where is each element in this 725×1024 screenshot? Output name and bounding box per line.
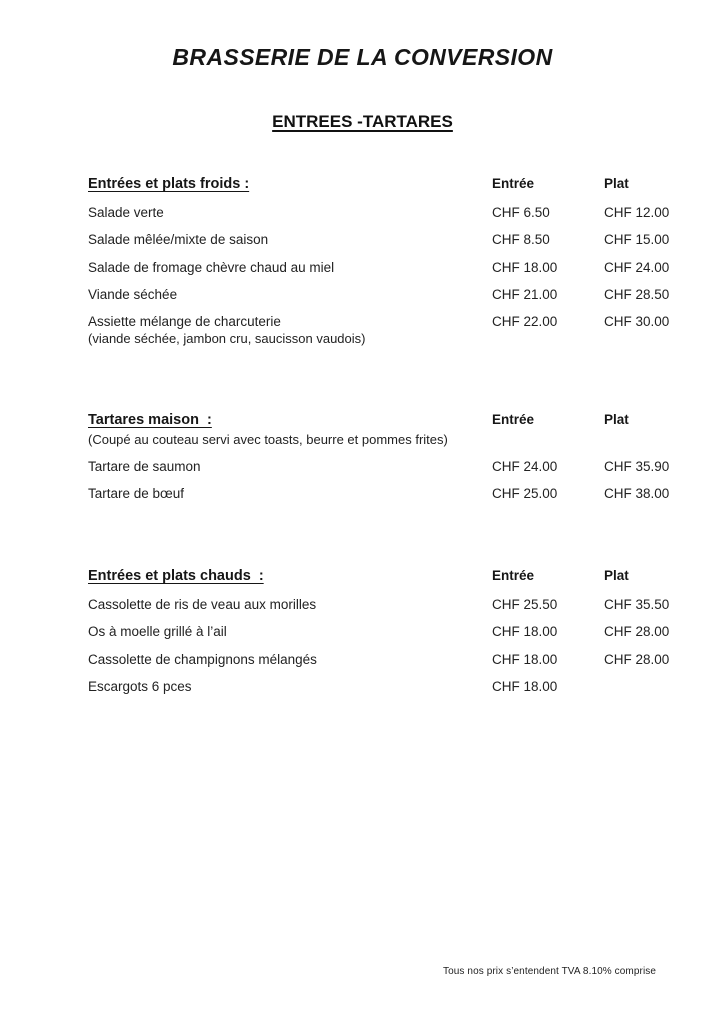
item-detail: (viande séchée, jambon cru, saucisson vaudois) bbox=[88, 331, 366, 347]
item-price-entree: CHF 18.00 bbox=[492, 679, 558, 695]
menu-section bbox=[0, 412, 725, 513]
item-price-entree: CHF 25.00 bbox=[492, 486, 558, 502]
menu-item-row bbox=[88, 204, 700, 231]
column-plat: Plat bbox=[604, 568, 629, 583]
item-price-entree: CHF 18.00 bbox=[492, 651, 558, 667]
column-entree: Entrée bbox=[492, 568, 535, 583]
section-rows bbox=[88, 204, 700, 347]
section-heading: Entrées et plats froids : bbox=[88, 176, 250, 192]
menu-heading bbox=[0, 112, 725, 132]
item-name: Viande séchée bbox=[88, 287, 178, 303]
section-heading: Tartares maison : bbox=[88, 412, 212, 428]
section-rows bbox=[88, 458, 700, 513]
item-price-plat: CHF 28.50 bbox=[604, 287, 670, 303]
restaurant-title: BRASSERIE DE LA CONVERSION bbox=[172, 44, 553, 70]
item-name: Assiette mélange de charcuterie bbox=[88, 314, 281, 330]
section-heading-row bbox=[88, 176, 700, 204]
item-name: Salade mêlée/mixte de saison bbox=[88, 232, 269, 248]
item-name: Cassolette de champignons mélangés bbox=[88, 651, 317, 667]
item-name: Os à moelle grillé à l’ail bbox=[88, 624, 227, 640]
section-note: (Coupé au couteau servi avec toasts, beurre et pommes frites) bbox=[88, 432, 448, 447]
item-price-plat: CHF 15.00 bbox=[604, 232, 670, 248]
menu-section bbox=[0, 568, 725, 705]
tax-notice: Tous nos prix s’entendent TVA 8.10% comprise bbox=[443, 966, 657, 977]
item-name: Salade verte bbox=[88, 205, 164, 220]
column-entree: Entrée bbox=[492, 412, 535, 427]
item-price-plat: CHF 28.00 bbox=[604, 651, 670, 667]
menu-item-row bbox=[88, 286, 700, 313]
item-price-plat: CHF 28.00 bbox=[604, 624, 670, 640]
section-heading: Entrées et plats chauds : bbox=[88, 568, 264, 584]
item-name: Tartare de bœuf bbox=[88, 486, 185, 502]
item-price-plat: CHF 24.00 bbox=[604, 259, 670, 275]
menu-section bbox=[0, 176, 725, 347]
menu-item-row bbox=[88, 485, 700, 512]
menu-item-row bbox=[88, 231, 700, 258]
menu-item-row bbox=[88, 458, 700, 485]
item-price-entree: CHF 21.00 bbox=[492, 287, 558, 303]
item-name: Escargots 6 pces bbox=[88, 679, 192, 695]
menu-item-row bbox=[88, 313, 700, 347]
menu-item-row bbox=[88, 259, 700, 286]
column-plat: Plat bbox=[604, 176, 629, 191]
item-price-entree: CHF 25.50 bbox=[492, 597, 558, 612]
section-heading-row bbox=[88, 412, 700, 431]
column-plat: Plat bbox=[604, 412, 629, 427]
item-price-entree: CHF 8.50 bbox=[492, 232, 550, 248]
item-price-entree: CHF 22.00 bbox=[492, 314, 558, 330]
item-price-plat: CHF 35.90 bbox=[604, 459, 670, 474]
menu-item-row bbox=[88, 651, 700, 678]
menu-heading-text: ENTREES -TARTARES bbox=[272, 112, 453, 131]
menu-item-row bbox=[88, 678, 700, 705]
item-name: Salade de fromage chèvre chaud au miel bbox=[88, 259, 335, 275]
menu-item-row bbox=[88, 596, 700, 623]
item-price-plat: CHF 35.50 bbox=[604, 597, 670, 612]
item-price-entree: CHF 6.50 bbox=[492, 205, 550, 220]
column-entree: Entrée bbox=[492, 176, 535, 191]
menu-item-row bbox=[88, 623, 700, 650]
item-price-entree: CHF 24.00 bbox=[492, 459, 558, 474]
item-price-plat: CHF 12.00 bbox=[604, 205, 670, 220]
section-heading-row bbox=[88, 568, 700, 596]
item-price-entree: CHF 18.00 bbox=[492, 624, 558, 640]
section-rows bbox=[88, 596, 700, 705]
item-price-plat: CHF 38.00 bbox=[604, 486, 670, 502]
item-price-entree: CHF 18.00 bbox=[492, 259, 558, 275]
item-name: Cassolette de ris de veau aux morilles bbox=[88, 597, 317, 612]
item-name: Tartare de saumon bbox=[88, 459, 201, 474]
item-price-plat: CHF 30.00 bbox=[604, 314, 670, 330]
